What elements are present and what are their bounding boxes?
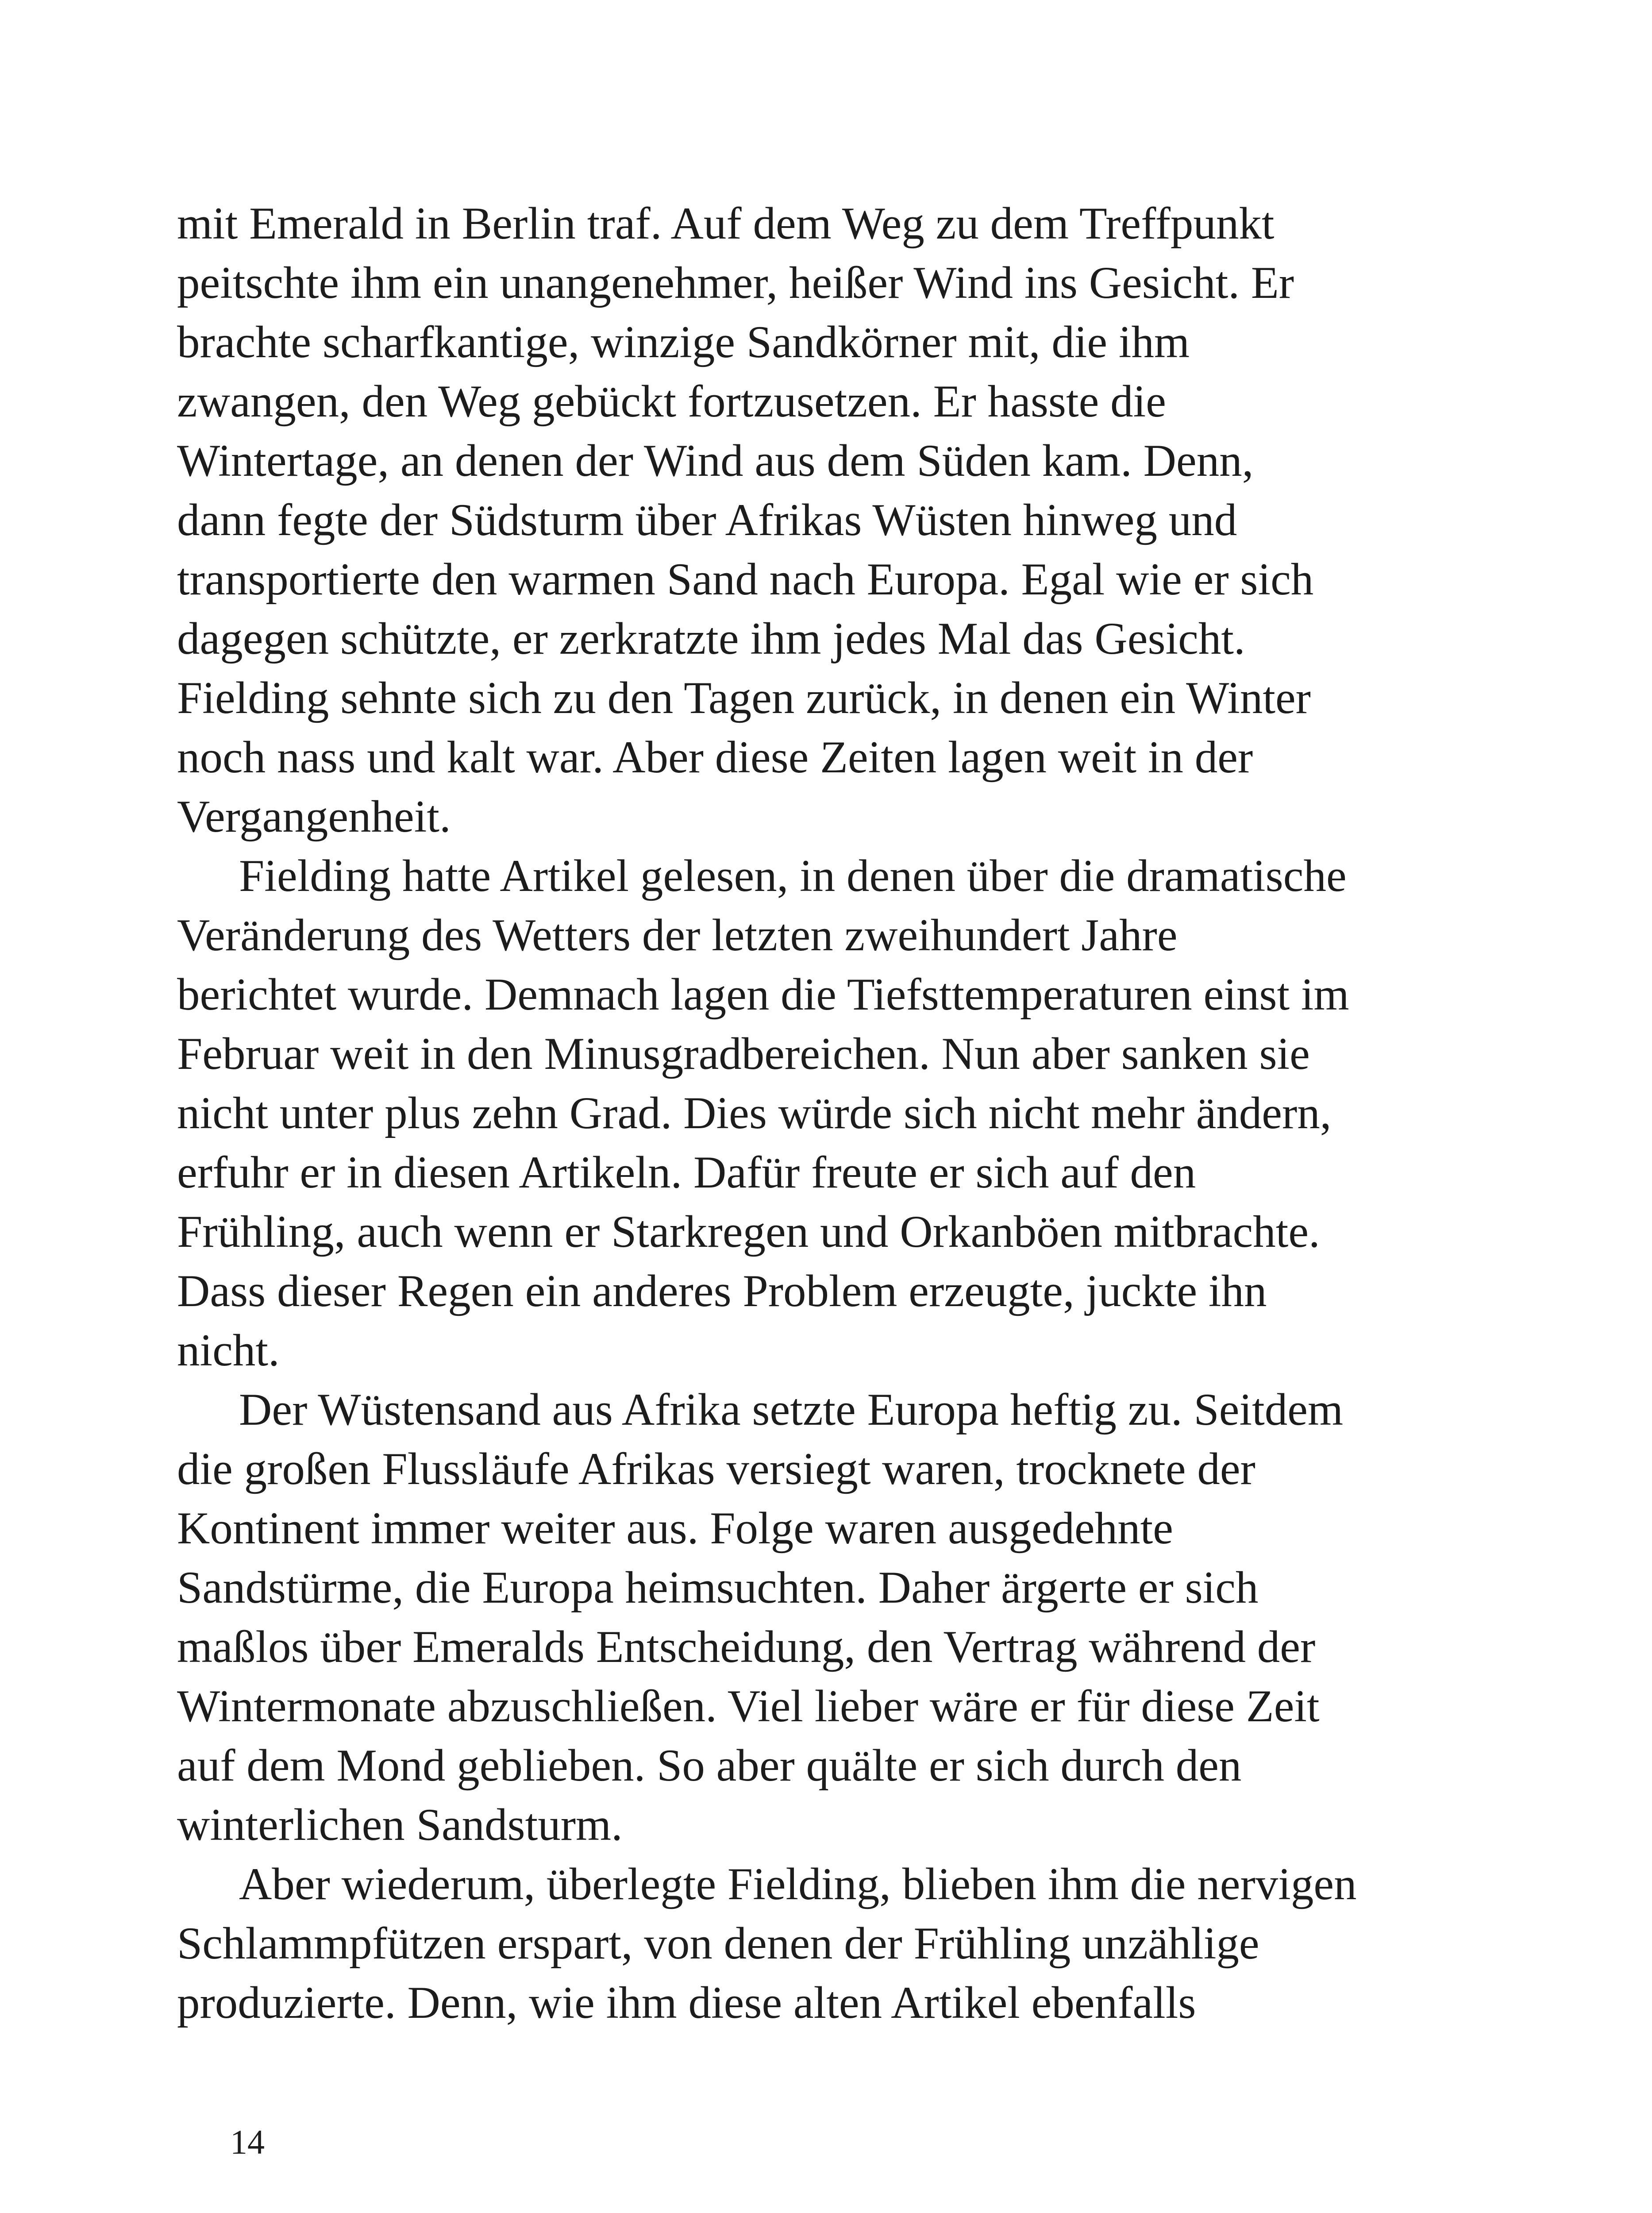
paragraph xyxy=(177,846,1487,1380)
text-line: nicht. xyxy=(177,1325,280,1376)
text-line: Aber wiederum, überlegte Fielding, blieben ihm die nervigen xyxy=(239,1859,1357,1909)
text-line: Wintermonate abzuschließen. Viel lieber wäre er für diese Zeit xyxy=(177,1681,1320,1731)
text-line: Fielding sehnte sich zu den Tagen zurück, in denen ein Winter xyxy=(177,673,1311,723)
text-line: Kontinent immer weiter aus. Folge waren ausgedehnte xyxy=(177,1503,1174,1554)
text-line: brachte scharfkantige, winzige Sandkörner mit, die ihm xyxy=(177,317,1190,367)
paragraph xyxy=(177,194,1487,846)
text-line: noch nass und kalt war. Aber diese Zeiten lagen weit in der xyxy=(177,732,1253,783)
text-line: transportierte den warmen Sand nach Europa. Egal wie er sich xyxy=(177,554,1314,605)
page-number: 14 xyxy=(230,2123,265,2161)
text-line: zwangen, den Weg gebückt fortzusetzen. Er hasste die xyxy=(177,376,1166,427)
text-line: peitschte ihm ein unangenehmer, heißer Wind ins Gesicht. Er xyxy=(177,258,1294,308)
text-line: Februar weit in den Minusgradbereichen. Nun aber sanken sie xyxy=(177,1029,1310,1079)
text-line: Fielding hatte Artikel gelesen, in denen über die dramatische xyxy=(239,851,1347,901)
text-line: nicht unter plus zehn Grad. Dies würde sich nicht mehr ändern, xyxy=(177,1088,1332,1138)
text-line: die großen Flussläufe Afrikas versiegt waren, trocknete der xyxy=(177,1444,1255,1494)
body-text xyxy=(177,194,1487,2032)
text-line: Sandstürme, die Europa heimsuchten. Daher ärgerte er sich xyxy=(177,1562,1259,1613)
text-line: Wintertage, an denen der Wind aus dem Süden kam. Denn, xyxy=(177,436,1254,486)
text-line: berichtet wurde. Demnach lagen die Tiefsttemperaturen einst im xyxy=(177,969,1349,1020)
text-line: erfuhr er in diesen Artikeln. Dafür freute er sich auf den xyxy=(177,1147,1196,1198)
text-line: winterlichen Sandsturm. xyxy=(177,1800,623,1850)
paragraph xyxy=(177,1380,1487,1854)
text-line: maßlos über Emeralds Entscheidung, den Vertrag während der xyxy=(177,1622,1316,1672)
text-line: mit Emerald in Berlin traf. Auf dem Weg zu dem Treffpunkt xyxy=(177,198,1275,249)
text-line: dann fegte der Südsturm über Afrikas Wüsten hinweg und xyxy=(177,495,1237,545)
text-line: Frühling, auch wenn er Starkregen und Orkanböen mitbrachte. xyxy=(177,1207,1320,1257)
paragraph xyxy=(177,1854,1487,2032)
text-line: dagegen schützte, er zerkratzte ihm jedes Mal das Gesicht. xyxy=(177,613,1245,664)
text-line: Veränderung des Wetters der letzten zweihundert Jahre xyxy=(177,910,1178,960)
text-line: Der Wüstensand aus Afrika setzte Europa heftig zu. Seitdem xyxy=(239,1384,1344,1435)
text-line: auf dem Mond geblieben. So aber quälte er sich durch den xyxy=(177,1740,1242,1791)
text-line: Schlammpfützen erspart, von denen der Frühling unzählige xyxy=(177,1918,1259,1969)
text-line: Dass dieser Regen ein anderes Problem erzeugte, juckte ihn xyxy=(177,1266,1267,1316)
text-line: Vergangenheit. xyxy=(177,791,451,842)
text-line: produzierte. Denn, wie ihm diese alten Artikel ebenfalls xyxy=(177,1978,1196,2028)
